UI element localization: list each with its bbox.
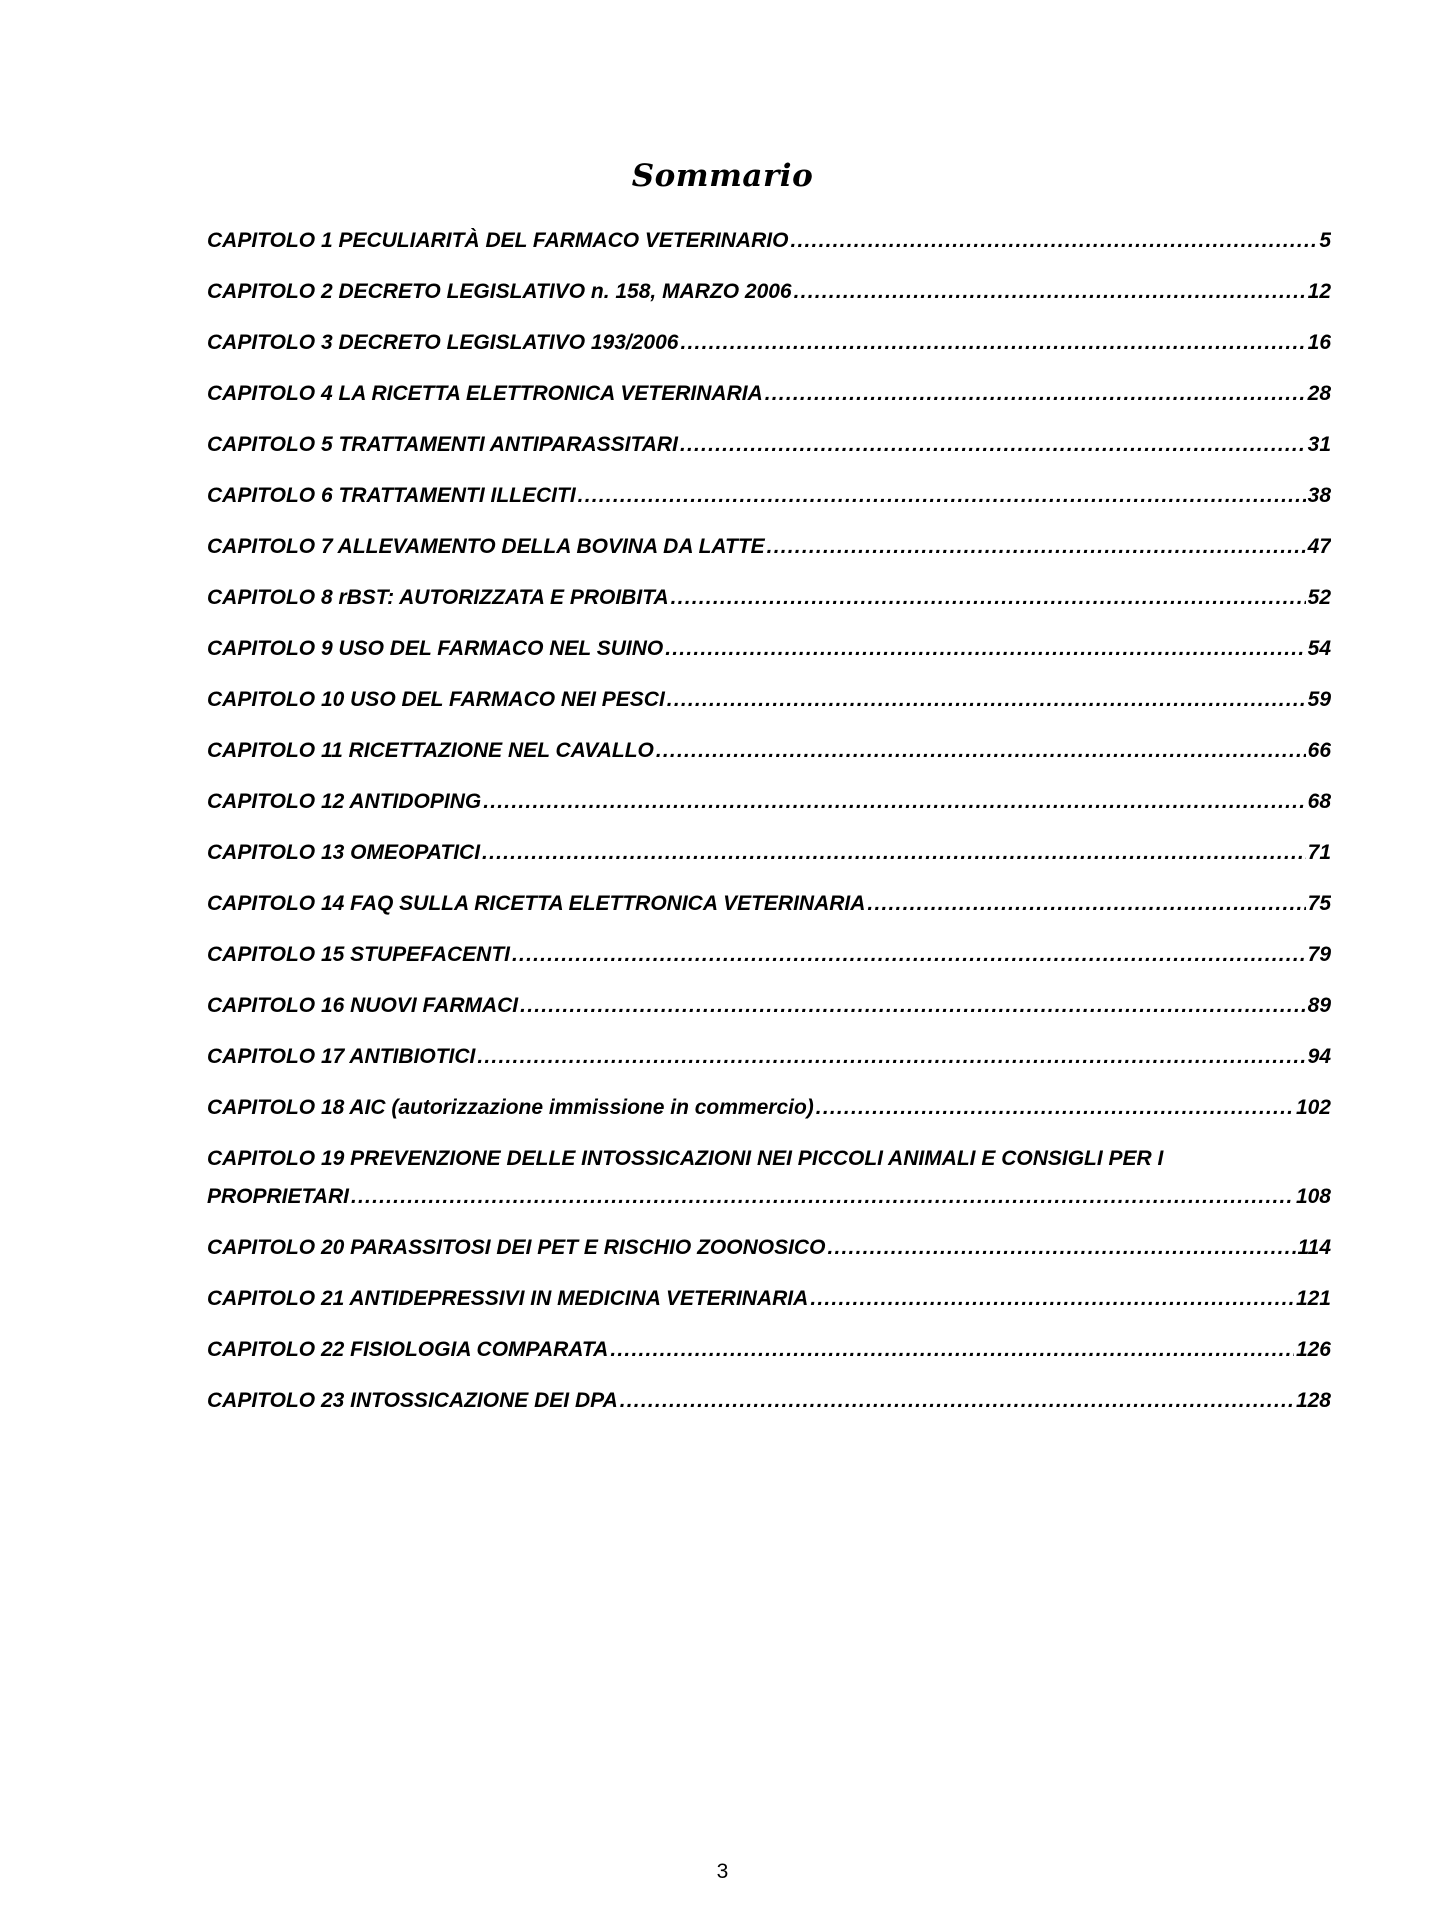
toc-entry-label: CAPITOLO 4 LA RICETTA ELETTRONICA VETERINARIA (207, 382, 763, 405)
dot-leader (790, 222, 1317, 260)
toc-entry-label: CAPITOLO 20 PARASSITOSI DEI PET E RISCHIO ZOONOSICO (207, 1235, 826, 1259)
toc-entry-page: 16 (1307, 331, 1331, 354)
toc-entry-page: 38 (1307, 484, 1331, 507)
dot-leader (671, 579, 1306, 617)
toc-entry-18[interactable] (207, 1089, 1331, 1127)
toc-entry-page: 68 (1307, 790, 1331, 813)
toc-entry-4[interactable] (207, 375, 1331, 413)
toc-entry-21[interactable] (207, 1280, 1331, 1318)
dot-leader (680, 426, 1306, 464)
toc-entry-label: CAPITOLO 3 DECRETO LEGISLATIVO 193/2006 (207, 331, 679, 354)
dot-leader (816, 1089, 1294, 1127)
toc-entry-label: CAPITOLO 5 TRATTAMENTI ANTIPARASSITARI (207, 433, 678, 456)
dot-leader (520, 987, 1305, 1025)
toc-entry-2[interactable] (207, 273, 1331, 311)
toc-entry-15[interactable] (207, 936, 1331, 974)
toc-entry-page: 66 (1307, 739, 1331, 762)
toc-entry-label: CAPITOLO 18 AIC (autorizzazione immissione in commercio) (207, 1096, 814, 1119)
toc-entry-page: 94 (1307, 1045, 1331, 1068)
dot-leader (667, 681, 1306, 719)
dot-leader (483, 783, 1305, 821)
toc-entry-10[interactable] (207, 681, 1331, 719)
toc-entry-19[interactable] (207, 1140, 1331, 1215)
toc-entry-label: CAPITOLO 1 PECULIARITÀ DEL FARMACO VETERINARIO (207, 229, 789, 252)
dot-leader (810, 1280, 1294, 1318)
toc-entry-label: CAPITOLO 8 rBST: AUTORIZZATA E PROIBITA (207, 586, 669, 609)
toc-entry-22[interactable] (207, 1331, 1331, 1369)
toc-entry-label: CAPITOLO 9 USO DEL FARMACO NEL SUINO (207, 637, 664, 660)
toc-entry-label-line1: CAPITOLO 19 PREVENZIONE DELLE INTOSSICAZIONI NEI PICCOLI ANIMALI E CONSIGLI PER I (207, 1147, 1164, 1170)
toc-entry-label: CAPITOLO 13 OMEOPATICI (207, 841, 481, 864)
dot-leader (827, 1229, 1295, 1267)
toc-entry-13[interactable] (207, 834, 1331, 872)
toc-entry-label: PROPRIETARI (207, 1184, 349, 1208)
toc-entry-23[interactable] (207, 1382, 1331, 1420)
dot-leader (765, 375, 1306, 413)
toc-entry-page: 59 (1307, 688, 1331, 711)
toc-entry-page: 47 (1307, 535, 1331, 558)
dot-leader (578, 477, 1306, 515)
toc-entry-page: 28 (1307, 382, 1331, 405)
toc-entry-page: 79 (1307, 943, 1331, 966)
toc-entry-1[interactable] (207, 222, 1331, 260)
toc-entry-page: 71 (1307, 841, 1331, 864)
toc-entry-page: 52 (1307, 586, 1331, 609)
toc-entry-3[interactable] (207, 324, 1331, 362)
dot-leader (665, 630, 1305, 668)
dot-leader (610, 1331, 1294, 1369)
toc-entry-page: 31 (1307, 433, 1331, 456)
toc-entry-page: 89 (1307, 994, 1331, 1017)
toc-entry-label: CAPITOLO 14 FAQ SULLA RICETTA ELETTRONICA VETERINARIA (207, 892, 866, 915)
toc-entry-page: 12 (1307, 280, 1331, 303)
page-number: 3 (716, 1860, 729, 1883)
toc-entry-label: CAPITOLO 17 ANTIBIOTICI (207, 1045, 476, 1068)
toc-entry-7[interactable] (207, 528, 1331, 566)
toc-entry-label: CAPITOLO 11 RICETTAZIONE NEL CAVALLO (207, 739, 654, 762)
toc-entry-9[interactable] (207, 630, 1331, 668)
toc-entry-page: 108 (1295, 1184, 1331, 1208)
dot-leader (477, 1038, 1305, 1076)
toc-entry-12[interactable] (207, 783, 1331, 821)
toc-entry-page: 102 (1295, 1096, 1331, 1119)
toc-entry-11[interactable] (207, 732, 1331, 770)
toc-entry-20[interactable] (207, 1229, 1331, 1267)
toc-entry-8[interactable] (207, 579, 1331, 617)
toc-title: Sommario (631, 158, 814, 194)
toc-entry-label: CAPITOLO 2 DECRETO LEGISLATIVO n. 158, MARZO 2006 (207, 280, 792, 303)
toc-entry-16[interactable] (207, 987, 1331, 1025)
toc-entry-label: CAPITOLO 21 ANTIDEPRESSIVI IN MEDICINA VETERINARIA (207, 1286, 809, 1310)
toc-entry-label: CAPITOLO 22 FISIOLOGIA COMPARATA (207, 1337, 609, 1361)
toc-entry-label: CAPITOLO 16 NUOVI FARMACI (207, 994, 519, 1017)
toc-entry-page: 121 (1295, 1286, 1331, 1310)
dot-leader (620, 1382, 1294, 1420)
toc-entry-page: 114 (1297, 1235, 1331, 1259)
toc-entry-label: CAPITOLO 6 TRATTAMENTI ILLECITI (207, 484, 576, 507)
toc-entry-17[interactable] (207, 1038, 1331, 1076)
toc-entry-page: 54 (1307, 637, 1331, 660)
dot-leader (351, 1178, 1294, 1216)
toc-entry-14[interactable] (207, 885, 1331, 923)
toc-entry-page: 126 (1295, 1337, 1331, 1361)
table-of-contents (207, 222, 1331, 1433)
toc-entry-6[interactable] (207, 477, 1331, 515)
toc-entry-label: CAPITOLO 7 ALLEVAMENTO DELLA BOVINA DA LATTE (207, 535, 765, 558)
dot-leader (794, 273, 1306, 311)
toc-entry-label: CAPITOLO 12 ANTIDOPING (207, 790, 482, 813)
dot-leader (512, 936, 1306, 974)
toc-entry-5[interactable] (207, 426, 1331, 464)
toc-entry-label: CAPITOLO 10 USO DEL FARMACO NEI PESCI (207, 688, 665, 711)
toc-entry-label: CAPITOLO 23 INTOSSICAZIONE DEI DPA (207, 1388, 618, 1412)
dot-leader (656, 732, 1306, 770)
toc-entry-page: 128 (1295, 1388, 1331, 1412)
dot-leader (767, 528, 1306, 566)
toc-entry-page: 5 (1319, 229, 1331, 252)
toc-entry-page: 75 (1307, 892, 1331, 915)
dot-leader (680, 324, 1305, 362)
toc-entry-label: CAPITOLO 15 STUPEFACENTI (207, 943, 510, 966)
dot-leader (482, 834, 1306, 872)
dot-leader (867, 885, 1305, 923)
